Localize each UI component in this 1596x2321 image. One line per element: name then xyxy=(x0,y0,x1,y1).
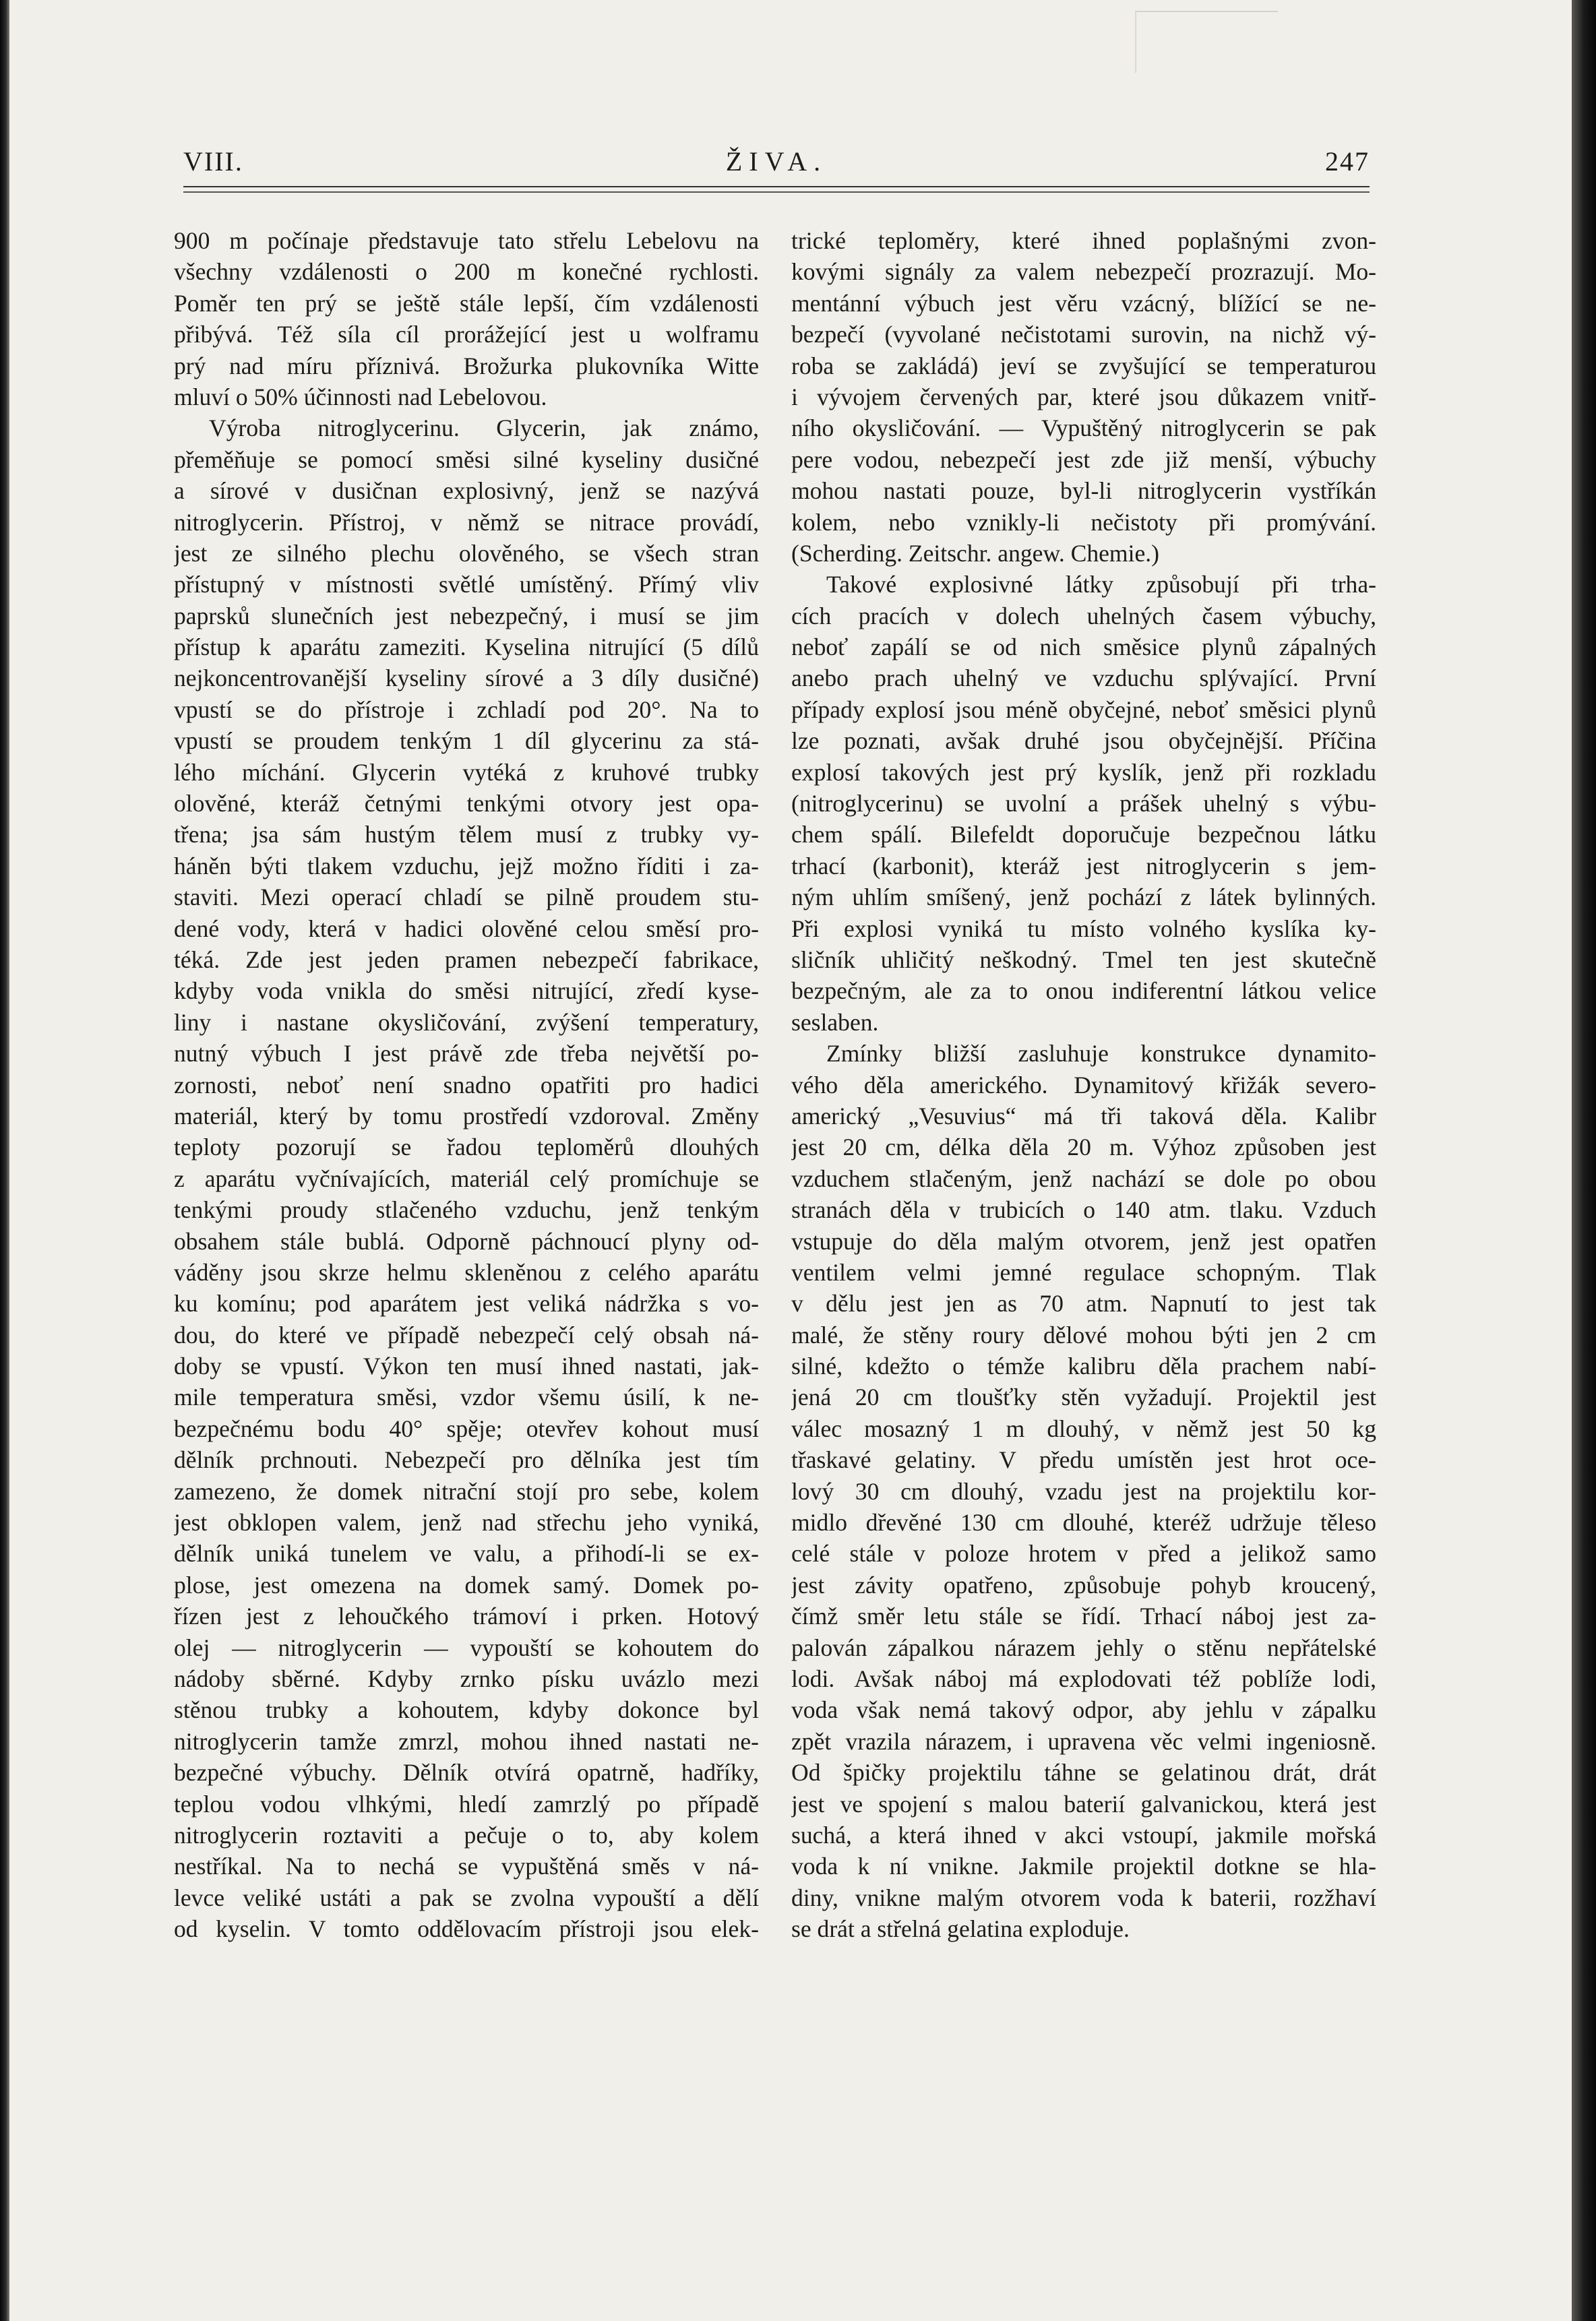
text-line: jest obklopen valem, jenž nad střechu jeho vyniká, xyxy=(174,1509,759,1537)
text-line: bezpečné výbuchy. Dělník otvírá opatrně, hadříky, xyxy=(174,1759,759,1787)
text-line: lého míchání. Glycerin vytéká z kruhové trubky xyxy=(174,758,759,786)
text-line: sličník uhličitý neškodný. Tmel ten jest skutečně xyxy=(791,946,1376,973)
text-line: téká. Zde jest jeden pramen nebezpečí fabrikace, xyxy=(174,946,759,973)
text-line: americký „Vesuvius“ má tři taková děla. Kalibr xyxy=(791,1102,1376,1129)
book-page xyxy=(9,0,1572,2321)
scan-edge-right xyxy=(1572,0,1596,2321)
text-line: jest ve spojení s malou baterií galvanickou, která jest xyxy=(791,1790,1376,1818)
text-line: ku komínu; pod aparátem jest veliká nádržka s vo- xyxy=(174,1290,759,1318)
text-line: explosí takových jest prý kyslík, jenž při rozkladu xyxy=(791,758,1376,786)
text-line: válec mosazný 1 m dlouhý, v němž jest 50 kg xyxy=(791,1415,1376,1442)
text-line: prý nad míru příznivá. Brožurka plukovníka Witte xyxy=(174,352,759,379)
paper-stain xyxy=(1135,11,1278,73)
text-line: jest ze silného plechu olověného, se všech stran xyxy=(174,539,759,567)
text-line: vstupuje do děla malým otvorem, jenž jest opatřen xyxy=(791,1227,1376,1255)
text-line: stěnou trubky a kohoutem, kdyby dokonce byl xyxy=(174,1696,759,1724)
text-line: diny, vnikne malým otvorem voda k baterii, rozžhaví xyxy=(791,1884,1376,1911)
text-line: anebo prach uhelný ve vzduchu splývající. První xyxy=(791,664,1376,692)
text-line: nejkoncentrovanější kyseliny sírové a 3 díly dusičné) xyxy=(174,664,759,692)
text-line: čímž směr letu stále se řídí. Trhací náboj jest za- xyxy=(791,1603,1376,1630)
text-line: stranách děla v trubicích o 140 atm. tlaku. Vzduch xyxy=(791,1196,1376,1224)
text-line: dené vody, která v hadici olověné celou směsí pro- xyxy=(174,915,759,942)
header-rule xyxy=(183,186,1370,193)
text-line: dělník uniká tunelem ve valu, a přihodí-li se ex- xyxy=(174,1540,759,1568)
text-line: a sírové v dusičnan explosivný, jenž se nazývá xyxy=(174,477,759,505)
text-line: celé stále v poloze hrotem v před a jelikož samo xyxy=(791,1540,1376,1568)
text-line: bezpečným, ale za to onou indiferentní látkou velice xyxy=(791,977,1376,1005)
text-line: neboť zapálí se od nich směsice plynů zápalných xyxy=(791,633,1376,661)
text-line: voda k ní vnikne. Jakmile projektil dotkne se hla- xyxy=(791,1853,1376,1880)
text-line: (nitroglycerinu) se uvolní a prášek uhelný s výbu- xyxy=(791,790,1376,817)
text-line: olej — nitroglycerin — vypouští se kohoutem do xyxy=(174,1634,759,1661)
text-line: v dělu jest jen as 70 atm. Napnutí to jest tak xyxy=(791,1290,1376,1318)
text-line: lze poznati, avšak druhé jsou obyčejnější. Příčina xyxy=(791,727,1376,755)
text-line: doby se vpustí. Výkon ten musí ihned nastati, jak- xyxy=(174,1353,759,1380)
text-line: kovými signály za valem nebezpečí prozrazují. Mo- xyxy=(791,258,1376,286)
text-line: tenkými proudy stlačeného vzduchu, jenž tenkým xyxy=(174,1196,759,1224)
text-line: třena; jsa sám hustým tělem musí z trubky vy- xyxy=(174,821,759,848)
text-line: obsahem stále bublá. Odporně páchnoucí plyny od- xyxy=(174,1227,759,1255)
text-line: dělník prchnouti. Nebezpečí pro dělníka jest tím xyxy=(174,1446,759,1474)
text-line: (Scherding. Zeitschr. angew. Chemie.) xyxy=(791,539,1160,567)
journal-title: ŽIVA. xyxy=(725,146,828,177)
text-line: plose, jest omezena na domek samý. Domek po- xyxy=(174,1571,759,1599)
text-line: materiál, který by tomu prostředí vzdoroval. Změny xyxy=(174,1102,759,1129)
text-line: od kyselin. V tomto oddělovacím přístroji jsou elek- xyxy=(174,1915,759,1943)
text-line: levce veliké ustáti a pak se zvolna vypouští a dělí xyxy=(174,1884,759,1911)
text-line: zpět vrazila nárazem, i upravena věc velmi ingeniosně. xyxy=(791,1727,1376,1755)
text-line: nestříkal. Na to nechá se vypuštěná směs v ná- xyxy=(174,1853,759,1880)
text-line: zamezeno, že domek nitrační stojí pro sebe, kolem xyxy=(174,1477,759,1505)
text-line: ným uhlím smíšený, jenž pochází z látek bylinných. xyxy=(791,884,1376,911)
text-line: Výroba nitroglycerinu. Glycerin, jak známo, xyxy=(209,414,759,442)
text-line: palován zápalkou nárazem jehly o stěnu nepřátelské xyxy=(791,1634,1376,1661)
text-line: ventilem velmi jemné regulace schopným. Tlak xyxy=(791,1258,1376,1286)
text-line: paprsků slunečních jest nebezpečný, i musí se jim xyxy=(174,602,759,629)
text-line: vzduchem stlačeným, jenž nachází se dole po obou xyxy=(791,1165,1376,1192)
text-line: Poměr ten prý se ještě stále lepší, čím vzdálenosti xyxy=(174,289,759,317)
text-line: trhací (karbonit), kteráž jest nitroglycerin s jem- xyxy=(791,852,1376,879)
text-column-left xyxy=(174,225,759,1944)
text-line: jená 20 cm tloušťky stěn vyžadují. Projektil jest xyxy=(791,1384,1376,1411)
text-line: vpustí se proudem tenkým 1 díl glycerinu za stá- xyxy=(174,727,759,755)
text-line: třaskavé gelatiny. V předu umístěn jest hrot oce- xyxy=(791,1446,1376,1474)
scan-edge-left xyxy=(0,0,9,2321)
page-number: 247 xyxy=(1325,146,1370,177)
volume-number: VIII. xyxy=(183,146,243,177)
text-line: kdyby voda vnikla do směsi nitrující, zředí kyse- xyxy=(174,977,759,1005)
text-line: přeměňuje se pomocí směsi silné kyseliny dusičné xyxy=(174,445,759,473)
text-line: všechny vzdálenosti o 200 m konečné rychlosti. xyxy=(174,258,759,286)
text-line: mluví o 50% účinnosti nad Lebelovou. xyxy=(174,383,547,410)
running-header xyxy=(183,146,1370,186)
text-line: liny i nastane okysličování, zvýšení temperatury, xyxy=(174,1008,759,1036)
text-line: teploty pozorují se řadou teploměrů dlouhých xyxy=(174,1134,759,1161)
text-line: nutný výbuch I jest právě zde třeba největší po- xyxy=(174,1040,759,1067)
text-line: Zmínky bližší zasluhuje konstrukce dynamito- xyxy=(826,1040,1376,1067)
text-line: bezpečnému bodu 40° spěje; otevřev kohout musí xyxy=(174,1415,759,1442)
text-line: cích pracích v dolech uhelných časem výbuchy, xyxy=(791,602,1376,629)
text-line: midlo dřevěné 130 cm dlouhé, kteréž udržuje těleso xyxy=(791,1509,1376,1537)
text-line: Od špičky projektilu táhne se gelatinou drát, drát xyxy=(791,1759,1376,1787)
text-line: vpustí se do přístroje i zchladí pod 20°. Na to xyxy=(174,695,759,723)
text-line: staviti. Mezi operací chladí se pilně proudem stu- xyxy=(174,884,759,911)
text-line: seslaben. xyxy=(791,1008,879,1036)
text-line: 900 m počínaje představuje tato střelu Lebelovu na xyxy=(174,227,759,254)
text-line: ního okysličování. — Vypuštěný nitroglycerin se pak xyxy=(791,414,1376,442)
text-line: nitroglycerin. Přístroj, v němž se nitrace provádí, xyxy=(174,508,759,536)
text-line: řízen jest z lehoučkého trámoví i prken. Hotový xyxy=(174,1603,759,1630)
text-line: roba se zakládá) jeví se zvyšující se temperaturou xyxy=(791,352,1376,379)
text-line: nitroglycerin tamže zmrzl, mohou ihned nastati ne- xyxy=(174,1727,759,1755)
text-line: chem spálí. Bilefeldt doporučuje bezpečnou látku xyxy=(791,821,1376,848)
text-line: silné, kdežto o témže kalibru děla prachem nabí- xyxy=(791,1353,1376,1380)
text-line: zornosti, neboť není snadno opatřiti pro hadici xyxy=(174,1071,759,1098)
text-line: kolem, nebo vznikly-li nečistoty při promývání. xyxy=(791,508,1376,536)
text-line: přístupný v místnosti světlé umístěný. Přímý vliv xyxy=(174,571,759,598)
text-line: voda však nemá takový odpor, aby jehlu v zápalku xyxy=(791,1696,1376,1724)
text-line: vého děla amerického. Dynamitový křižák severo- xyxy=(791,1071,1376,1098)
text-line: případy explosí jsou méně obyčejné, neboť směsici plynů xyxy=(791,695,1376,723)
text-line: mile temperatura směsi, vzdor všemu úsilí, k ne- xyxy=(174,1384,759,1411)
text-column-right xyxy=(791,225,1376,1944)
text-line: Při explosi vyniká tu místo volného kyslíka ky- xyxy=(791,915,1376,942)
text-line: i vývojem červených par, které jsou důkazem vnitř- xyxy=(791,383,1376,410)
text-line: jest závity opatřeno, způsobuje pohyb kroucený, xyxy=(791,1571,1376,1599)
text-line: pere vodou, nebezpečí jest zde již menší, výbuchy xyxy=(791,445,1376,473)
text-line: suchá, a která ihned v akci vstoupí, jakmile mořská xyxy=(791,1821,1376,1849)
text-line: mohou nastati pouze, byl-li nitroglycerin vystříkán xyxy=(791,477,1376,505)
text-line: olověné, kteráž četnými tenkými otvory jest opa- xyxy=(174,790,759,817)
text-line: jest 20 cm, délka děla 20 m. Výhoz způsoben jest xyxy=(791,1134,1376,1161)
text-line: nitroglycerin roztaviti a pečuje o to, aby kolem xyxy=(174,1821,759,1849)
text-line: mentánní výbuch jest věru vzácný, blížící se ne- xyxy=(791,289,1376,317)
text-line: Takové explosivné látky způsobují při trha- xyxy=(826,571,1376,598)
text-line: se drát a střelná gelatina exploduje. xyxy=(791,1915,1130,1943)
text-line: teplou vodou vlhkými, hledí zamrzlý po případě xyxy=(174,1790,759,1818)
text-line: háněn býti tlakem vzduchu, jejž možno říditi i za- xyxy=(174,852,759,879)
text-line: z aparátu vyčnívajících, materiál celý promíchuje se xyxy=(174,1165,759,1192)
text-line: váděny jsou skrze helmu skleněnou z celého aparátu xyxy=(174,1258,759,1286)
text-line: přibývá. Též síla cíl prorážející jest u wolframu xyxy=(174,321,759,348)
text-line: lový 30 cm dlouhý, vzadu jest na projektilu kor- xyxy=(791,1477,1376,1505)
text-line: trické teploměry, které ihned poplašnými zvon- xyxy=(791,227,1376,254)
text-line: bezpečí (vyvolané nečistotami surovin, na nichž vý- xyxy=(791,321,1376,348)
text-line: nádoby sběrné. Kdyby zrnko písku uvázlo mezi xyxy=(174,1665,759,1692)
text-line: dou, do které ve případě nebezpečí celý obsah ná- xyxy=(174,1321,759,1349)
text-line: lodi. Avšak náboj má explodovati též poblíže lodi, xyxy=(791,1665,1376,1692)
text-line: malé, že stěny roury dělové mohou býti jen 2 cm xyxy=(791,1321,1376,1349)
text-line: přístup k aparátu zameziti. Kyselina nitrující (5 dílů xyxy=(174,633,759,661)
